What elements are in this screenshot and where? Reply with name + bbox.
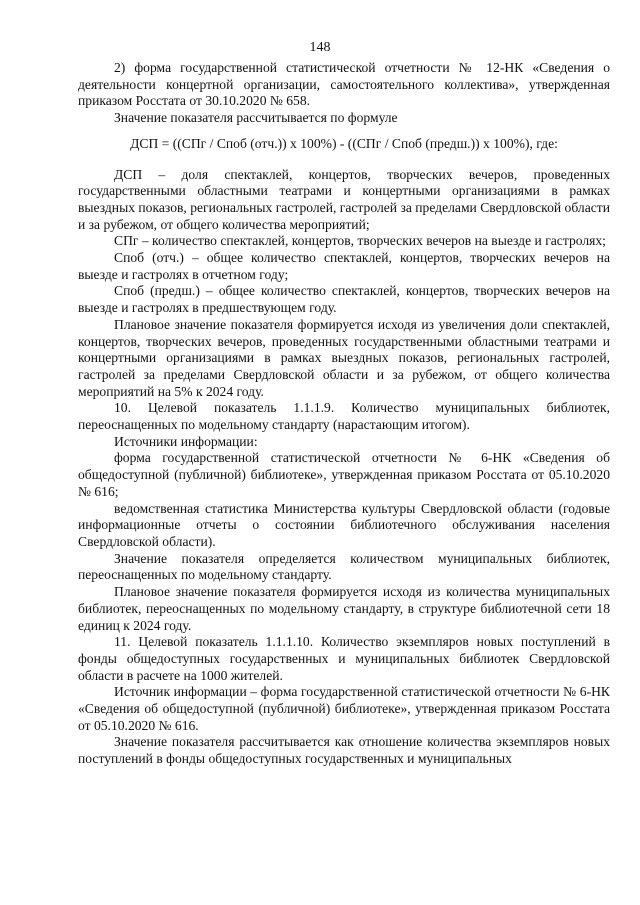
paragraph-indicator-1-1-1-10: 11. Целевой показатель 1.1.1.10. Количество экземпляров новых поступлений в фонды общедоступных государственных и муниципальных библиотек Свердловской области в расчете на 1000 жителей.: [78, 634, 610, 683]
paragraph-spob-previous-definition: Споб (предш.) – общее количество спектаклей, концертов, творческих вечеров на выезде и гастролях в предшествующем году.: [78, 283, 610, 316]
paragraph-spob-current-definition: Споб (отч.) – общее количество спектаклей, концертов, творческих вечеров на выезде и гастролях в отчетном году;: [78, 250, 610, 282]
paragraph-value-calculation: Значение показателя рассчитывается как отношение количества экземпляров новых поступлений в фонды общедоступных государственных и муниципальных: [78, 734, 610, 767]
paragraph-dsp-definition: ДСП – доля спектаклей, концертов, творческих вечеров, проведенных государственными областными театрами и концертными организациями в рамках выездных показов, региональных гастролей, гастролей за пределами Свердловской области и за рубежом, от общего количества мероприятий;: [78, 166, 610, 232]
paragraph-departmental-statistics: ведомственная статистика Министерства культуры Свердловской области (годовые информационные отчеты о состоянии библиотечного обслуживания населения Свердловской области).: [78, 500, 610, 549]
paragraph-information-source: Источник информации – форма государственной статистической отчетности № 6-НК «Сведения об общедоступной (публичной) библиотеке», утвержденная приказом Росстата от 05.10.2020 № 616.: [78, 684, 610, 733]
page-number: 148: [309, 40, 331, 55]
paragraph-form-12nk: 2) форма государственной статистической отчетности № 12-НК «Сведения о деятельности концертной организации, самостоятельного коллектива», утвержденная приказом Росстата от 30.10.2020 № 658.: [78, 60, 610, 109]
paragraph-sources-heading: Источники информации:: [114, 433, 258, 449]
formula-dsp: ДСП = ((СПг / Споб (отч.)) x 100%) - ((СПг / Споб (предш.)) x 100%), где:: [130, 135, 558, 151]
paragraph-planned-value-libraries: Плановое значение показателя формируется исходя из количества муниципальных библиотек, переоснащенных по модельному стандарту, в структуре библиотечной сети 18 единиц к 2024 году.: [78, 584, 610, 633]
paragraph-value-determination: Значение показателя определяется количеством муниципальных библиотек, переоснащенных по модельному стандарту.: [78, 550, 610, 583]
paragraph-form-6nk: форма государственной статистической отчетности № 6-НК «Сведения об общедоступной (публичной) библиотеке», утвержденная приказом Росстата от 05.10.2020 № 616;: [78, 450, 610, 499]
paragraph-indicator-1-1-1-9: 10. Целевой показатель 1.1.1.9. Количество муниципальных библиотек, переоснащенных по модельному стандарту (нарастающим итогом).: [78, 400, 610, 433]
paragraph-spg-definition: СПг – количество спектаклей, концертов, творческих вечеров на выезде и гастролях;: [114, 233, 606, 249]
document-body: [78, 60, 610, 768]
paragraph-planned-value-dsp: Плановое значение показателя формируется исходя из увеличения доли спектаклей, концертов, творческих вечеров, проведенных государственными областными театрами и концертными организациями в рамках выездных показов, региональных гастролей, гастролей за пределами Свердловской области и за рубежом, от общего количества мероприятий на 5% к 2024 году.: [78, 316, 610, 399]
paragraph-formula-intro: Значение показателя рассчитывается по формуле: [114, 110, 398, 126]
